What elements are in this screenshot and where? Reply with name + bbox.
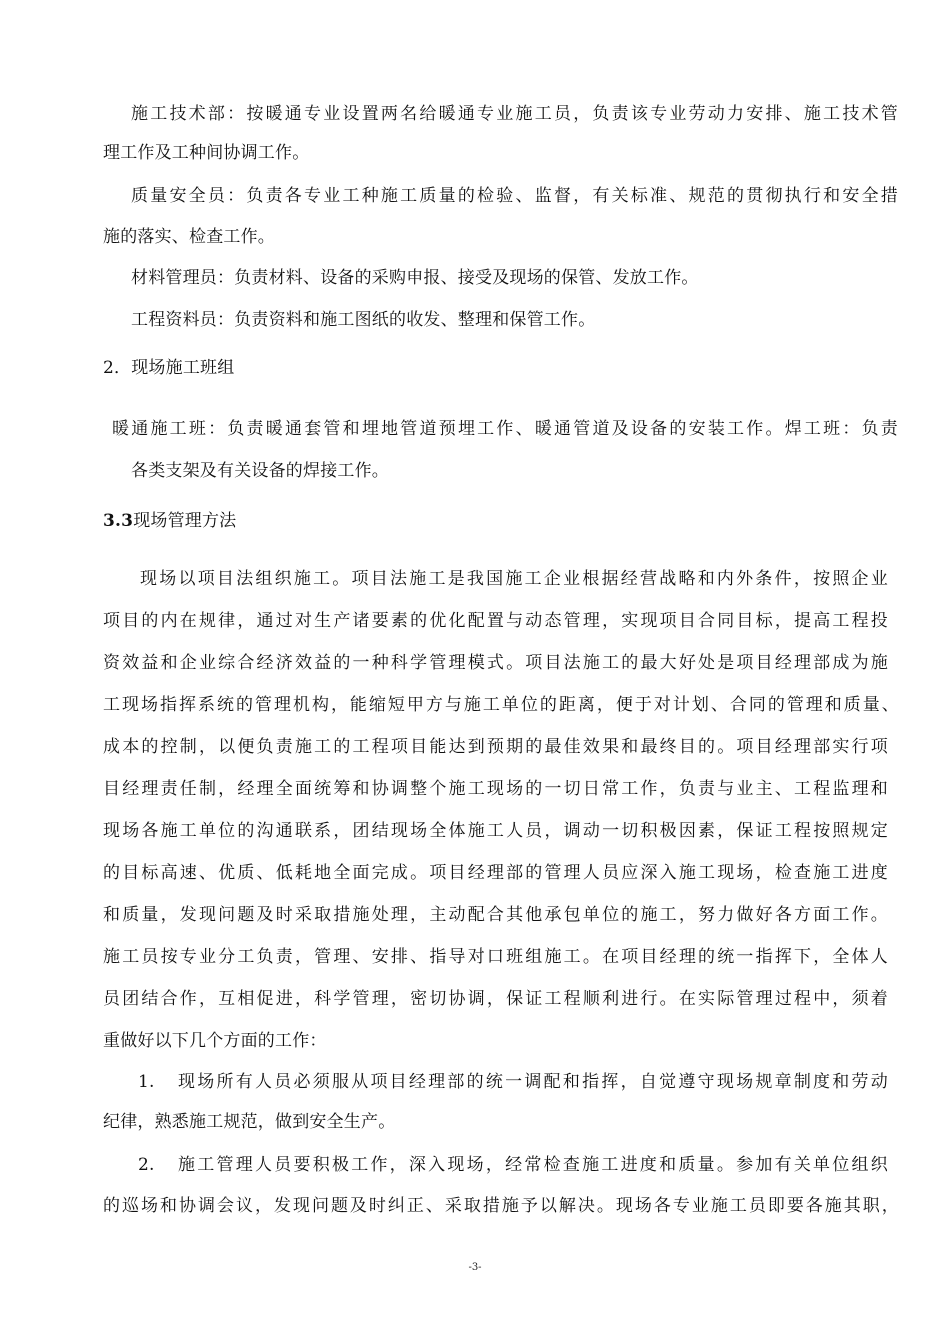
materials-line: 材料管理员：负责材料、设备的采购申报、接受及现场的保管、发放工作。: [131, 268, 699, 288]
tech-dept-line2: 理工作及工种间协调工作。: [103, 143, 310, 163]
section-3-3-heading: [103, 511, 236, 531]
management-line-2: 项目的内在规律，通过对生产诸要素的优化配置与动态管理，实现项目合同目标，提高工程投: [103, 611, 888, 631]
quality-safety-line1: 质量安全员：负责各专业工种施工质量的检验、监督，有关标准、规范的贯彻执行和安全措: [131, 186, 898, 206]
management-line-1: 现场以项目法组织施工。项目法施工是我国施工企业根据经营战略和内外条件，按照企业: [140, 569, 888, 589]
hvac-team-line1: 暖通施工班：负责暖通套管和埋地管道预埋工作、暖通管道及设备的安装工作。焊工班：负责: [112, 419, 898, 439]
item-2-line1: 施工管理人员要积极工作，深入现场，经常检查施工进度和质量。参加有关单位组织: [178, 1155, 888, 1175]
records-line: 工程资料员：负责资料和施工图纸的收发、整理和保管工作。: [131, 310, 596, 330]
section-title: 现场管理方法: [133, 511, 237, 531]
management-line-7: 现场各施工单位的沟通联系，团结现场全体施工人员，调动一切积极因素，保证工程按照规定: [103, 821, 888, 841]
management-line-3: 资效益和企业综合经济效益的一种科学管理模式。项目法施工的最大好处是项目经理部成为施: [103, 653, 888, 673]
section-number: 3.3: [103, 511, 134, 531]
management-line-9: 和质量，发现问题及时采取措施处理，主动配合其他承包单位的施工，努力做好各方面工作。: [103, 905, 888, 925]
management-line-12: 重做好以下几个方面的工作：: [103, 1031, 327, 1051]
item-1-number: 1.: [138, 1072, 155, 1092]
management-line-5: 成本的控制，以便负责施工的工程项目能达到预期的最佳效果和最终目的。项目经理部实行项: [103, 737, 888, 757]
management-line-4: 工现场指挥系统的管理机构，能缩短甲方与施工单位的距离，便于对计划、合同的管理和质量、: [103, 695, 899, 715]
management-line-11: 员团结合作，互相促进，科学管理，密切协调，保证工程顺利进行。在实际管理过程中，须着: [103, 989, 888, 1009]
tech-dept-line1: 施工技术部：按暖通专业设置两名给暖通专业施工员，负责该专业劳动力安排、施工技术管: [131, 104, 898, 124]
item-1-line2: 纪律，熟悉施工规范，做到安全生产。: [103, 1112, 396, 1132]
page-number: -3-: [468, 1262, 482, 1273]
section-2-heading: 2．现场施工班组: [103, 358, 235, 378]
hvac-team-line2: 各类支架及有关设备的焊接工作。: [131, 461, 389, 481]
management-line-10: 施工员按专业分工负责，管理、安排、指导对口班组施工。在项目经理的统一指挥下，全体人: [103, 947, 888, 967]
quality-safety-line2: 施的落实、检查工作。: [103, 227, 275, 247]
item-1-line1: 现场所有人员必须服从项目经理部的统一调配和指挥，自觉遵守现场规章制度和劳动: [178, 1072, 888, 1092]
management-line-6: 目经理责任制，经理全面统筹和协调整个施工现场的一切日常工作，负责与业主、工程监理和: [103, 779, 888, 799]
item-2-number: 2.: [138, 1155, 155, 1175]
item-2-line2: 的巡场和协调会议，发现问题及时纠正、采取措施予以解决。现场各专业施工员即要各施其职，: [103, 1196, 899, 1216]
management-line-8: 的目标高速、优质、低耗地全面完成。项目经理部的管理人员应深入施工现场，检查施工进度: [103, 863, 888, 883]
